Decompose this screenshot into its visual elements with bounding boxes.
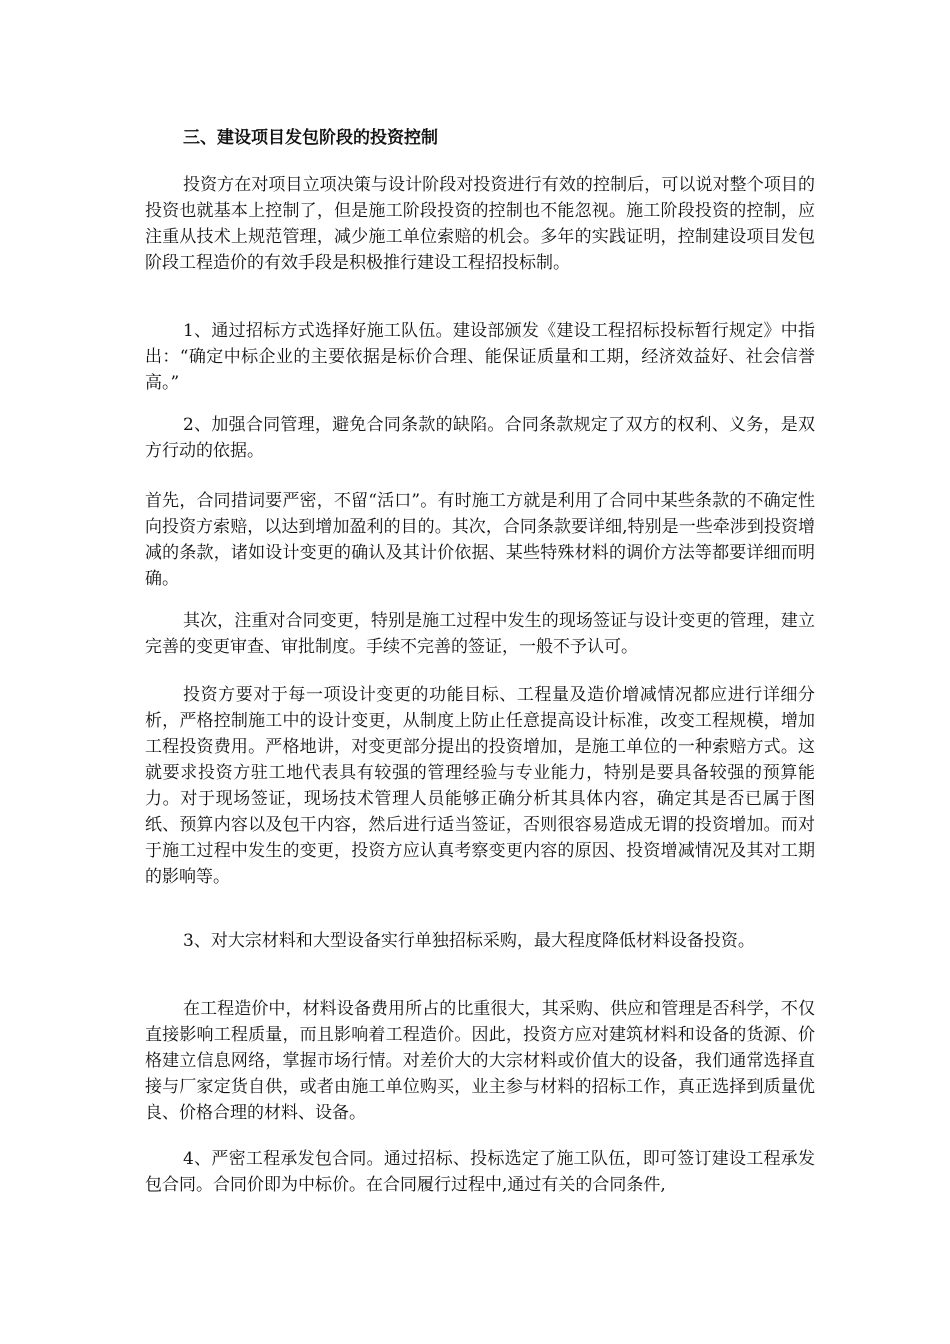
paragraph-item-1: 1、通过招标方式选择好施工队伍。建设部颁发《建设工程招标投标暂行规定》中指出：“确定中标企业的主要依据是标价合理、能保证质量和工期，经济效益好、社会信誉高。”	[145, 321, 815, 393]
paragraph-item-2: 2、加强合同管理，避免合同条款的缺陷。合同条款规定了双方的权利、义务，是双方行动的依据。	[145, 415, 815, 461]
paragraph-contract-changes: 其次，注重对合同变更，特别是施工过程中发生的现场签证与设计变更的管理，建立完善的变更审查、审批制度。手续不完善的签证，一般不予认可。	[145, 611, 815, 657]
section-heading: 三、建设项目发包阶段的投资控制	[183, 128, 438, 148]
paragraph-design-changes: 投资方要对于每一项设计变更的功能目标、工程量及造价增减情况都应进行详细分析，严格控制施工中的设计变更，从制度上防止任意提高设计标准，改变工程规模，增加工程投资费用。严格地讲，对变更部分提出的投资增加，是施工单位的一种索赔方式。这就要求投资方驻工地代表具有较强的管理经验与专业能力，特别是要具备较强的预算能力。对于现场签证，现场技术管理人员能够正确分析其具体内容，确定其是否已属于图纸、预算内容以及包干内容，然后进行适当签证，否则很容易造成无谓的投资增加。而对于施工过程中发生的变更，投资方应认真考察变更内容的原因、投资增减情况及其对工期的影响等。	[145, 685, 815, 887]
paragraph-item-3: 3、对大宗材料和大型设备实行单独招标采购，最大程度降低材料设备投资。	[183, 931, 755, 951]
paragraph-item-4: 4、严密工程承发包合同。通过招标、投标选定了施工队伍，即可签订建设工程承发包合同。合同价即为中标价。在合同履行过程中,通过有关的合同条件,	[145, 1149, 815, 1195]
paragraph-materials: 在工程造价中，材料设备费用所占的比重很大，其采购、供应和管理是否科学，不仅直接影响工程质量，而且影响着工程造价。因此，投资方应对建筑材料和设备的货源、价格建立信息网络，掌握市场行情。对差价大的大宗材料或价值大的设备，我们通常选择直接与厂家定货自供，或者由施工单位购买，业主参与材料的招标工作，真正选择到质量优良、价格合理的材料、设备。	[145, 999, 815, 1123]
paragraph-intro: 投资方在对项目立项决策与设计阶段对投资进行有效的控制后，可以说对整个项目的投资也就基本上控制了，但是施工阶段投资的控制也不能忽视。施工阶段投资的控制，应注重从技术上规范管理，减少施工单位索赔的机会。多年的实践证明，控制建设项目发包阶段工程造价的有效手段是积极推行建设工程招投标制。	[145, 175, 815, 273]
paragraph-contract-wording: 首先，合同措词要严密，不留“活口”。有时施工方就是利用了合同中某些条款的不确定性向投资方索赔，以达到增加盈利的目的。其次，合同条款要详细,特别是一些牵涉到投资增减的条款，诸如设计变更的确认及其计价依据、某些特殊材料的调价方法等都要详细而明确。	[145, 491, 815, 589]
